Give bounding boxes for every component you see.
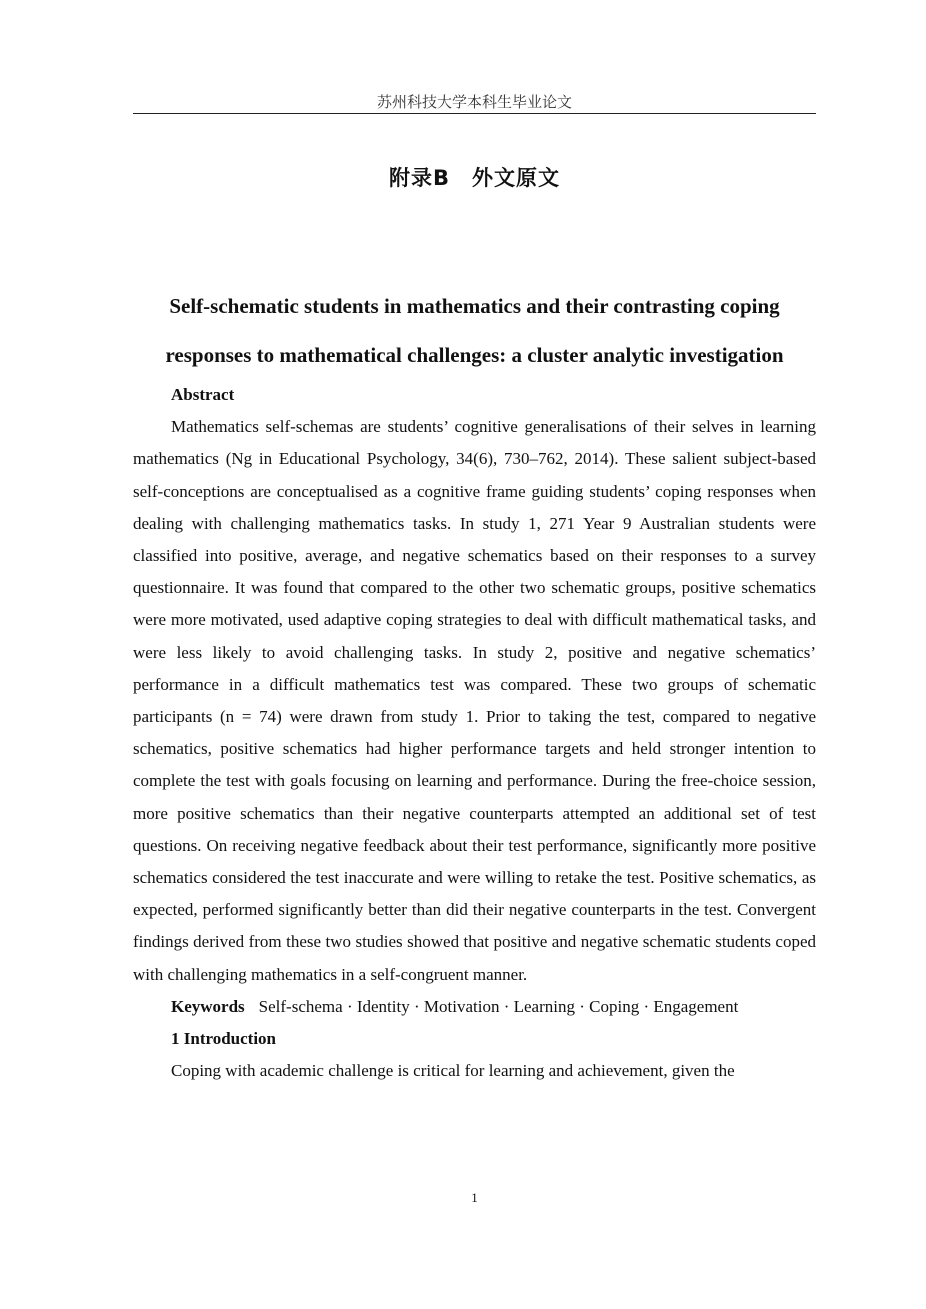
appendix-title: 附录B 外文原文 (388, 166, 560, 190)
paper-title-line-2: responses to mathematical challenges: a cluster analytic investigation (165, 343, 784, 367)
introduction-heading: 1 Introduction (171, 1029, 277, 1049)
abstract-paragraph: Mathematics self-schemas are students’ cognitive generalisations of their selves in learning mathematics (Ng in Educational Psychology, 34(6), 730–762, 2014). These salient subject-based self-conceptions are conceptualised as a cognitive frame guiding students’ coping responses when dealing with challenging mathematics tasks. In study 1, 271 Year 9 Australian students were classified into positive, average, and negative schematics based on their responses to a survey questionnaire. It was found that compared to the other two schematic groups, positive schematics were more motivated, used adaptive coping strategies to deal with difficult mathematical tasks, and were less likely to avoid challenging tasks. In study 2, positive and negative schematics’ performance in a difficult mathematics test was compared. These two groups of schematic participants (n = 74) were drawn from study 1. Prior to taking the test, compared to negative schematics, positive schematics had higher performance targets and held stronger intention to complete the test with goals focusing on learning and performance. During the free-choice session, more positive schematics than their negative counterparts attempted an additional set of test questions. On receiving negative feedback about their test performance, significantly more positive schematics considered the test inaccurate and were willing to retake the test. Positive schematics, as expected, performed significantly better than did their negative counterparts in the test. Convergent findings derived from these two studies showed that positive and negative schematic students coped with challenging mathematics in a self-congruent manner. (133, 417, 816, 984)
introduction-paragraph: Coping with academic challenge is critical for learning and achievement, given the (171, 1061, 735, 1081)
keywords-line (133, 991, 816, 1023)
header-rule (133, 113, 816, 114)
paper-title-line-1: Self-schematic students in mathematics and their contrasting coping (169, 294, 780, 318)
page-number: 1 (471, 1190, 478, 1205)
paper-title (133, 282, 816, 380)
running-header: 苏州科技大学本科生毕业论文 (376, 93, 572, 111)
paper-body (133, 379, 816, 1087)
keywords-list: Self-schema · Identity · Motivation · Learning · Coping · Engagement (258, 996, 739, 1016)
keywords-label: Keywords (171, 996, 245, 1016)
abstract-heading: Abstract (171, 385, 235, 404)
